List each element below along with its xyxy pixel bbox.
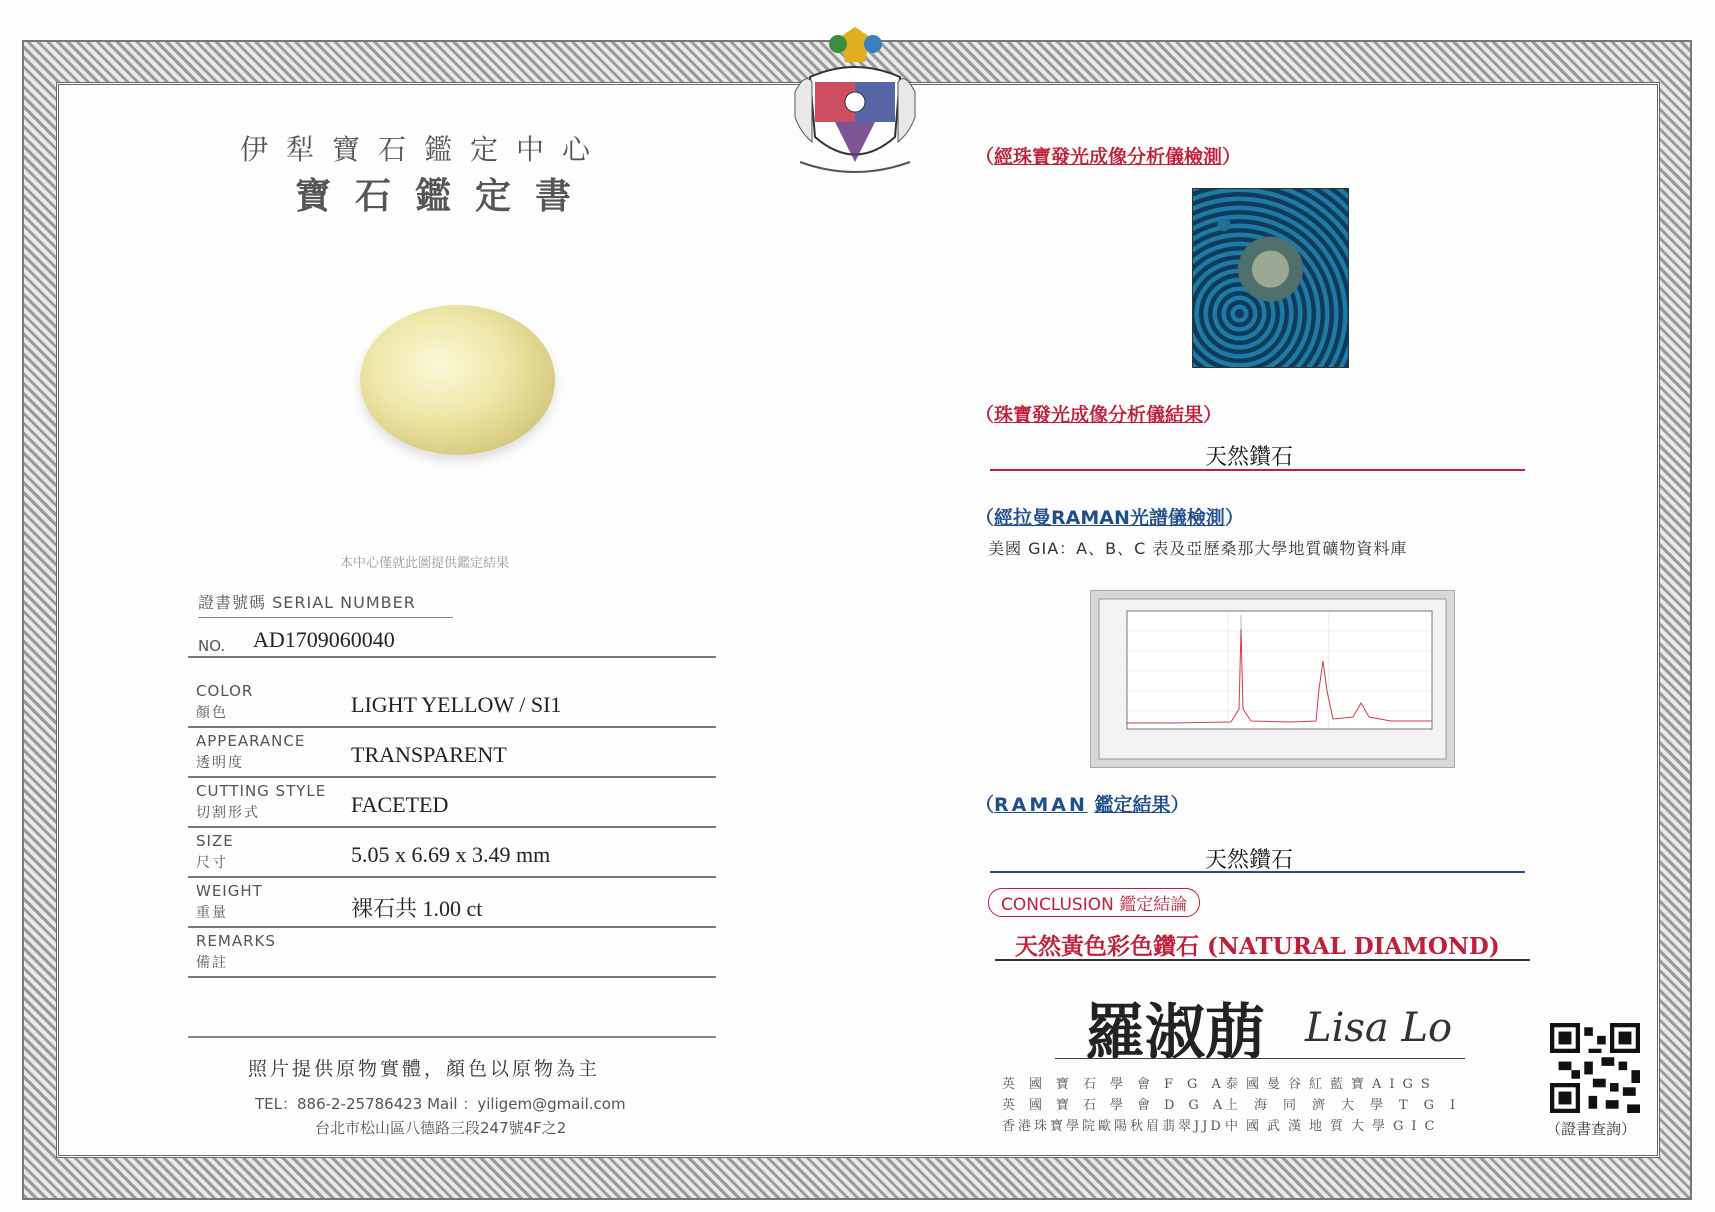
raman-spectrum-plot [1091,591,1454,767]
row-label-zh: 重量 [196,905,228,921]
row-value: TRANSPARENT [351,742,507,767]
credential: 香港珠寶學院歐陽秋眉翡翠JJD [1002,1119,1224,1134]
row-label-en: SIZE [196,832,234,850]
row-value: 裸石共 1.00 ct [351,896,483,921]
luminescence-result-heading-text: 珠寶發光成像分析儀結果 [994,404,1204,426]
raman-spectrum-chart [1090,590,1455,768]
raman-heading: （經拉曼RAMAN光譜儀檢測） [975,507,1244,529]
signature-chinese: 羅淑萠 [1085,998,1265,1068]
photo-note: 照片提供原物實體，顏色以原物為主 [248,1058,601,1080]
row-label-en: REMARKS [196,932,276,950]
row-label-en: COLOR [196,682,254,700]
divider [995,959,1530,961]
luminescence-heading: （經珠寶發光成像分析儀檢測） [975,146,1242,168]
credential: 泰國曼谷紅藍寶AIGS [1225,1077,1438,1092]
divider [990,469,1525,471]
row-label-zh: 尺寸 [196,855,228,871]
row-label-en: APPEARANCE [196,732,306,750]
cutting-style-row [188,776,716,828]
row-value: LIGHT YELLOW / SI1 [351,692,562,717]
row-label-zh: 透明度 [196,755,244,771]
serial-number-value: AD1709060040 [253,627,395,652]
luminescence-heading-text: 經珠寶發光成像分析儀檢測 [994,146,1223,168]
divider [188,1036,716,1038]
row-label-zh: 備註 [196,955,228,971]
luminescence-result-heading: （珠寶發光成像分析儀結果） [975,404,1223,426]
divider [188,656,716,658]
row-label-zh: 顏色 [196,705,228,721]
address: 台北市松山區八德路三段247號4F之2 [315,1119,567,1137]
size-row [188,826,716,878]
row-label-en: CUTTING STYLE [196,782,327,800]
luminescence-result: 天然鑽石 [1205,445,1294,470]
row-label-en: WEIGHT [196,882,263,900]
color-row [188,676,716,728]
credential: 英國寶石學會DGA [1002,1098,1237,1113]
photo-caption: 本中心僅就此圖提供鑑定結果 [340,556,510,571]
signature-line [1055,1058,1465,1059]
conclusion-label: CONCLUSION 鑑定結論 [988,888,1200,917]
raman-heading-text: 經拉曼RAMAN光譜儀檢測 [994,507,1225,529]
serial-no-label: NO. [198,637,226,655]
weight-row [188,876,716,928]
luminescence-image [1192,188,1349,368]
remarks-row [188,926,716,978]
document-title: 寶石鑑定書 [295,175,596,217]
raman-result-heading-zh: 鑑定結果 [1094,794,1171,816]
appearance-row [188,726,716,778]
row-label-zh: 切割形式 [196,805,260,821]
signature-english: Lisa Lo [1305,1005,1453,1051]
credential: 中國武漢地質大學GIC [1225,1119,1443,1134]
crest-emblem [790,22,920,182]
conclusion-value: 天然黃色彩色鑽石 (NATURAL DIAMOND) [1015,933,1500,960]
raman-result-heading-en: RAMAN [994,794,1088,816]
credential: 英國寶石學會FGA [1002,1077,1235,1092]
qr-label: （證書查詢） [1546,1120,1637,1138]
serial-number-label: 證書號碼 SERIAL NUMBER [198,590,453,618]
center-name: 伊犁寶石鑑定中心 [240,133,609,166]
gemstone-photo [360,305,555,455]
contact-info: TEL：886-2-25786423 Mail ：yiligem@gmail.com [255,1095,626,1113]
qr-code-icon[interactable] [1550,1023,1640,1113]
divider [990,871,1525,873]
raman-result-heading: （RAMAN 鑑定結果） [975,794,1190,816]
row-value: FACETED [351,792,449,817]
row-value: 5.05 x 6.69 x 3.49 mm [351,842,551,867]
raman-database: 美國 GIA：A、B、C 表及亞歷桑那大學地質礦物資料庫 [988,539,1408,558]
credential: 上海同濟大學TGI [1225,1098,1472,1113]
raman-result: 天然鑽石 [1205,848,1294,873]
